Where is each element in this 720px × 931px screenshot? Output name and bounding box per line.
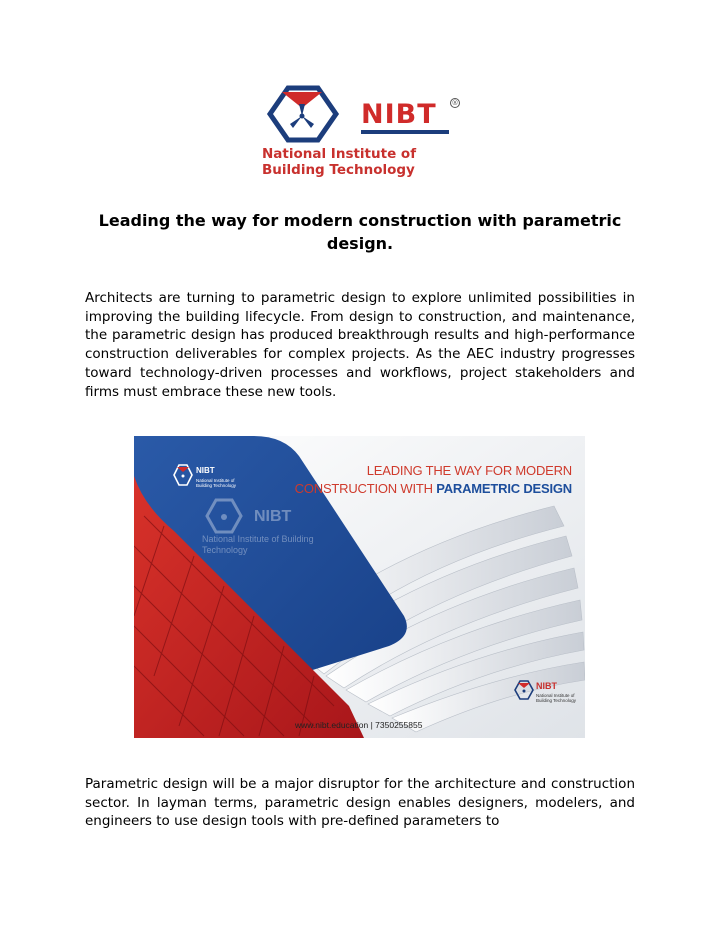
nibt-logo bbox=[262, 84, 462, 178]
logo-wordmark: NIBT bbox=[361, 99, 437, 130]
nibt-watermark-icon bbox=[204, 498, 244, 534]
banner-title bbox=[295, 462, 572, 498]
banner-title-line-2 bbox=[295, 480, 572, 498]
nibt-hexagon-logo-icon bbox=[262, 84, 344, 144]
banner-watermark-sub: National Institute of Building Technology bbox=[202, 534, 314, 555]
banner-logo-bottom-right bbox=[514, 680, 578, 710]
banner-contact-footer: www.nibt.education | 7350255855 bbox=[295, 720, 423, 730]
banner-logo-br-sub: National Institute of Building Technology bbox=[536, 693, 576, 703]
logo-name-line-2: Building Technology bbox=[262, 162, 415, 178]
banner-title-line-1: LEADING THE WAY FOR MODERN bbox=[366, 463, 572, 478]
nibt-logo-icon bbox=[172, 464, 194, 486]
parametric-design-banner bbox=[134, 436, 585, 738]
banner-logo-top-sub: National Institute of Building Technology bbox=[196, 478, 236, 488]
banner-watermark-name: NIBT bbox=[254, 508, 292, 525]
banner-title-highlight: PARAMETRIC DESIGN bbox=[436, 481, 572, 496]
logo-name-line-1: National Institute of bbox=[262, 146, 417, 162]
banner-logo-br-name: NIBT bbox=[536, 681, 557, 691]
logo-institute-name bbox=[262, 146, 462, 178]
intro-paragraph: Architects are turning to parametric design to explore unlimited possibilities in improving the building lifecycle. From design to construction, and maintenance, the parametric design has produced breakthrough results and high-performance construction deliverables for complex projects. As the AEC industry progresses toward technology-driven processes and workflows, project stakeholders and firms must embrace these new tools. bbox=[85, 290, 635, 400]
second-paragraph: Parametric design will be a major disruptor for the architecture and construction sector. In layman terms, parametric design enables designers, modelers, and engineers to use design tools with pre-defined parameters to bbox=[85, 776, 635, 830]
document-headline: Leading the way for modern construction with parametric design. bbox=[98, 211, 622, 253]
banner-title-plain: CONSTRUCTION WITH bbox=[294, 481, 437, 496]
nibt-logo-icon bbox=[514, 680, 534, 700]
registered-mark: ® bbox=[451, 99, 459, 107]
logo-underline bbox=[361, 130, 449, 134]
banner-logo-top bbox=[172, 464, 242, 494]
banner-logo-top-name: NIBT bbox=[196, 466, 215, 475]
banner-watermark-logo bbox=[200, 498, 320, 558]
